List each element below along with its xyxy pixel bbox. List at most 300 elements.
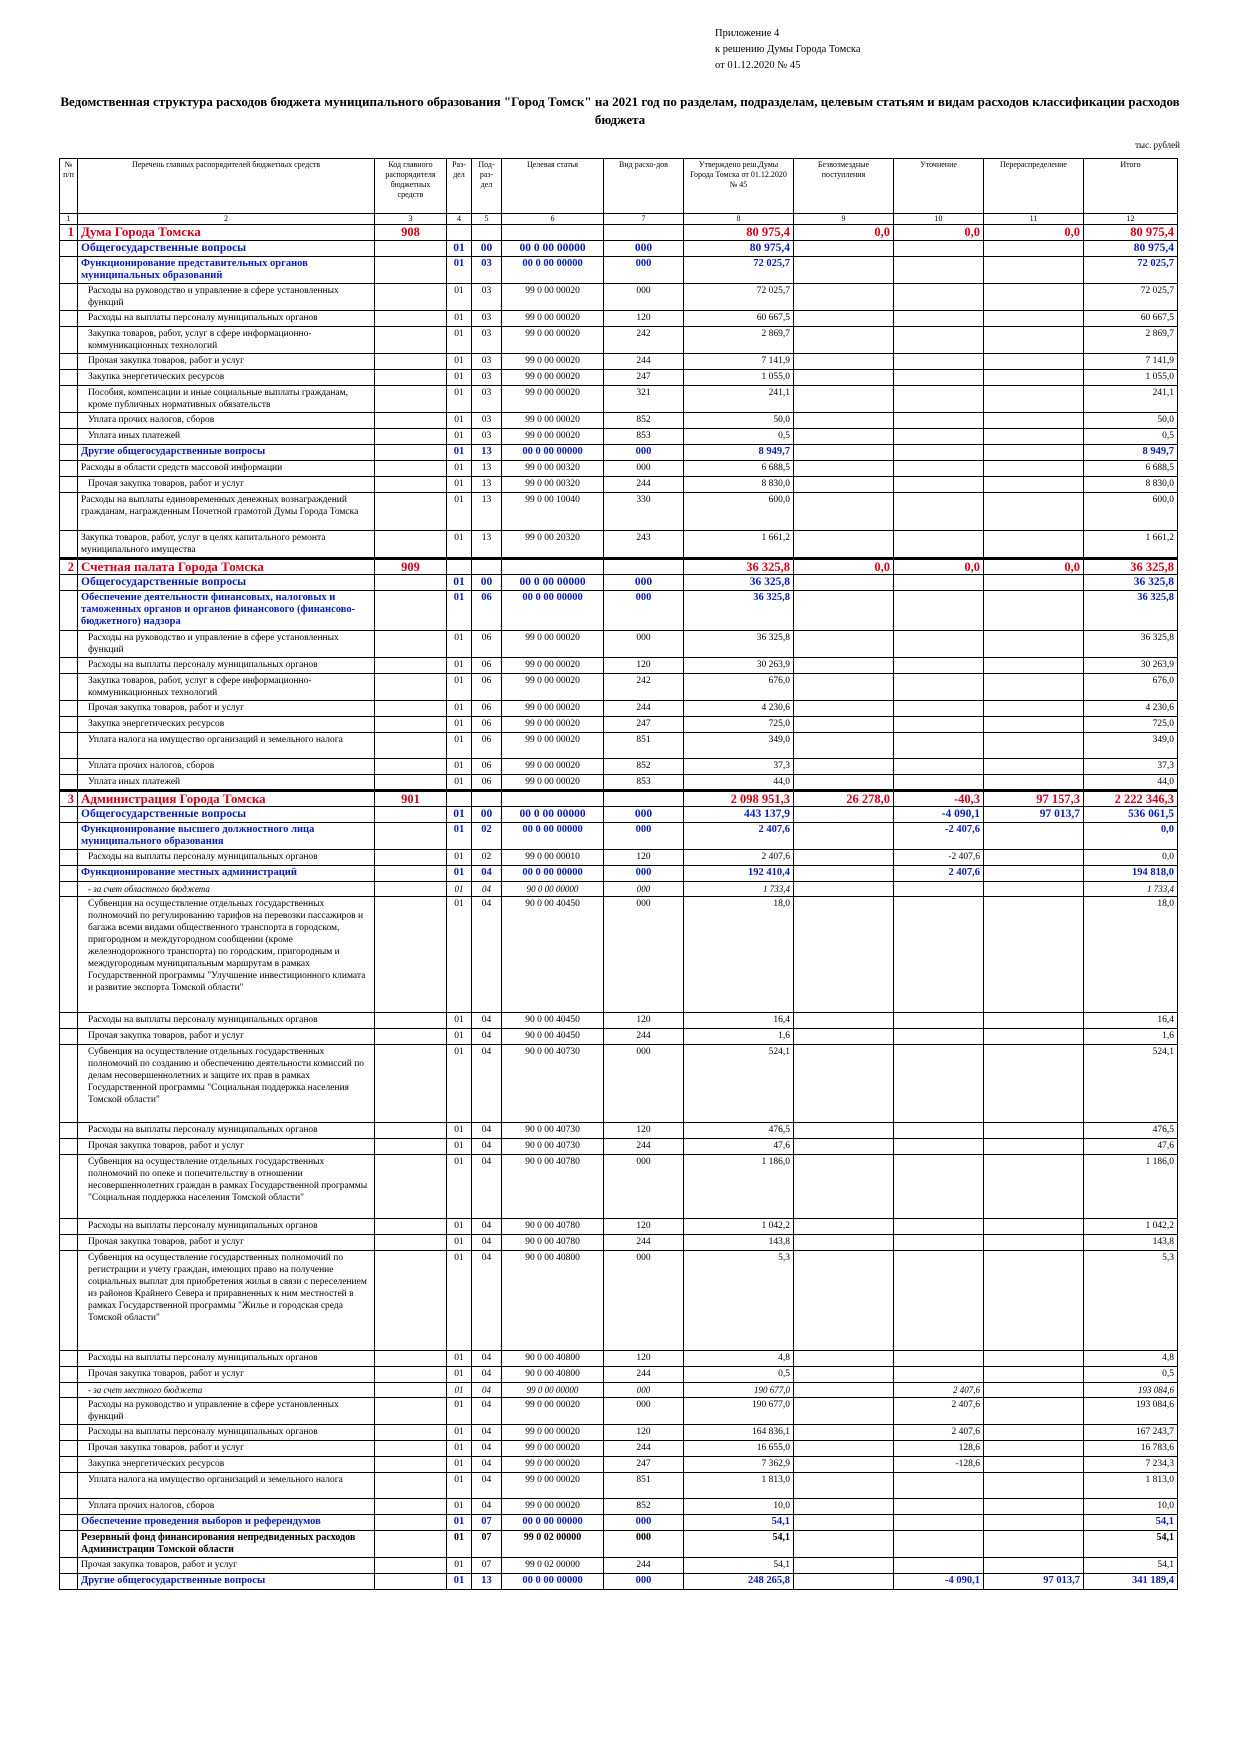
approved-amount: 190 677,0 — [684, 1398, 794, 1425]
grants-amount — [794, 850, 894, 866]
grants-amount — [794, 658, 894, 674]
table-row — [60, 1235, 1178, 1251]
expense-name: Уплата иных платежей — [78, 775, 375, 791]
row-number — [60, 1499, 78, 1515]
refinement-amount — [894, 575, 984, 591]
chief-code — [375, 1398, 447, 1425]
redistribution-amount — [984, 1045, 1084, 1123]
table-header-row — [60, 159, 1178, 214]
total-amount: 241,1 — [1084, 386, 1178, 413]
target-article: 90 0 00 40730 — [502, 1123, 604, 1139]
approved-amount: 7 141,9 — [684, 354, 794, 370]
redistribution-amount — [984, 1251, 1084, 1351]
chief-code — [375, 1251, 447, 1351]
expense-name: Прочая закупка товаров, работ и услуг — [78, 1029, 375, 1045]
approved-amount: 7 362,9 — [684, 1457, 794, 1473]
total-amount: 80 975,4 — [1084, 241, 1178, 257]
table-row — [60, 701, 1178, 717]
expense-type: 244 — [604, 701, 684, 717]
chief-code — [375, 1425, 447, 1441]
expense-type: 000 — [604, 1045, 684, 1123]
expense-name: - за счет местного бюджета — [78, 1383, 375, 1398]
expense-type: 000 — [604, 1531, 684, 1558]
refinement-amount — [894, 1155, 984, 1219]
table-row — [60, 241, 1178, 257]
approved-amount: 5,3 — [684, 1251, 794, 1351]
total-amount: 80 975,4 — [1084, 225, 1178, 241]
table-row — [60, 882, 1178, 897]
approved-amount: 72 025,7 — [684, 257, 794, 284]
subsection-code: 04 — [472, 1473, 502, 1499]
approved-amount: 4,8 — [684, 1351, 794, 1367]
approved-amount: 18,0 — [684, 897, 794, 1013]
row-number — [60, 1558, 78, 1574]
refinement-amount — [894, 591, 984, 631]
target-article: 99 0 00 00020 — [502, 775, 604, 791]
table-row — [60, 1499, 1178, 1515]
expense-type: 852 — [604, 1499, 684, 1515]
redistribution-amount — [984, 733, 1084, 759]
row-number — [60, 1139, 78, 1155]
subsection-code: 03 — [472, 429, 502, 445]
redistribution-amount: 97 013,7 — [984, 1574, 1084, 1590]
chief-code — [375, 882, 447, 897]
expense-type: 852 — [604, 759, 684, 775]
grants-amount — [794, 311, 894, 327]
expense-type: 242 — [604, 674, 684, 701]
expense-type: 851 — [604, 733, 684, 759]
approved-amount: 443 137,9 — [684, 807, 794, 823]
approved-amount: 2 407,6 — [684, 823, 794, 850]
expense-type: 000 — [604, 591, 684, 631]
total-amount: 8 949,7 — [1084, 445, 1178, 461]
redistribution-amount — [984, 477, 1084, 493]
approved-amount: 36 325,8 — [684, 591, 794, 631]
table-body — [60, 225, 1178, 1590]
expense-name: Прочая закупка товаров, работ и услуг — [78, 477, 375, 493]
redistribution-amount — [984, 311, 1084, 327]
grants-amount — [794, 1515, 894, 1531]
approved-amount: 8 830,0 — [684, 477, 794, 493]
row-number — [60, 575, 78, 591]
section-code: 01 — [447, 531, 472, 559]
refinement-amount: 0,0 — [894, 559, 984, 575]
total-amount: 0,0 — [1084, 823, 1178, 850]
column-number: 7 — [604, 214, 684, 225]
redistribution-amount — [984, 1123, 1084, 1139]
section-code: 01 — [447, 327, 472, 354]
grants-amount — [794, 1235, 894, 1251]
grants-amount — [794, 1219, 894, 1235]
grants-amount — [794, 1251, 894, 1351]
table-row — [60, 1425, 1178, 1441]
total-amount: 2 869,7 — [1084, 327, 1178, 354]
section-code: 01 — [447, 445, 472, 461]
subsection-code: 04 — [472, 1123, 502, 1139]
expense-name: Дума Города Томска — [78, 225, 375, 241]
target-article: 99 0 00 00020 — [502, 327, 604, 354]
expense-type: 244 — [604, 354, 684, 370]
expense-type: 247 — [604, 370, 684, 386]
approved-amount: 36 325,8 — [684, 559, 794, 575]
table-row — [60, 759, 1178, 775]
section-code: 01 — [447, 370, 472, 386]
target-article: 00 0 00 00000 — [502, 823, 604, 850]
expense-type: 244 — [604, 1441, 684, 1457]
subsection-code: 04 — [472, 882, 502, 897]
target-article: 99 0 00 00020 — [502, 1499, 604, 1515]
section-code: 01 — [447, 1558, 472, 1574]
header-cell: Под-раз-дел — [472, 159, 502, 214]
refinement-amount — [894, 327, 984, 354]
grants-amount — [794, 1139, 894, 1155]
expense-type: 000 — [604, 882, 684, 897]
total-amount: 2 222 346,3 — [1084, 791, 1178, 807]
expense-name: Закупка энергетических ресурсов — [78, 1457, 375, 1473]
approved-amount: 60 667,5 — [684, 311, 794, 327]
total-amount: 7 141,9 — [1084, 354, 1178, 370]
refinement-amount — [894, 701, 984, 717]
redistribution-amount: 97 157,3 — [984, 791, 1084, 807]
expense-type: 000 — [604, 807, 684, 823]
refinement-amount — [894, 1473, 984, 1499]
table-row — [60, 897, 1178, 1013]
table-row — [60, 674, 1178, 701]
target-article: 99 0 00 00020 — [502, 733, 604, 759]
target-article: 90 0 00 40780 — [502, 1155, 604, 1219]
table-row — [60, 1441, 1178, 1457]
redistribution-amount — [984, 386, 1084, 413]
total-amount: 1 186,0 — [1084, 1155, 1178, 1219]
expense-name: Прочая закупка товаров, работ и услуг — [78, 701, 375, 717]
expense-type: 247 — [604, 717, 684, 733]
grants-amount — [794, 701, 894, 717]
expense-type: 000 — [604, 1251, 684, 1351]
refinement-amount — [894, 775, 984, 791]
section-code: 01 — [447, 1351, 472, 1367]
chief-code — [375, 327, 447, 354]
grants-amount — [794, 717, 894, 733]
subsection-code: 04 — [472, 1457, 502, 1473]
column-number: 11 — [984, 214, 1084, 225]
redistribution-amount — [984, 1367, 1084, 1383]
refinement-amount: -40,3 — [894, 791, 984, 807]
approved-amount: 72 025,7 — [684, 284, 794, 311]
subsection-code: 04 — [472, 1499, 502, 1515]
chief-code — [375, 386, 447, 413]
total-amount: 4 230,6 — [1084, 701, 1178, 717]
target-article: 00 0 00 00000 — [502, 241, 604, 257]
subsection-code: 03 — [472, 386, 502, 413]
total-amount: 7 234,3 — [1084, 1457, 1178, 1473]
target-article: 99 0 00 00020 — [502, 759, 604, 775]
grants-amount — [794, 807, 894, 823]
subsection-code — [472, 225, 502, 241]
expense-name: Закупка товаров, работ, услуг в целях капитального ремонта муниципального имущества — [78, 531, 375, 559]
expense-type: 000 — [604, 284, 684, 311]
chief-code — [375, 701, 447, 717]
expense-type: 000 — [604, 1398, 684, 1425]
row-number — [60, 1155, 78, 1219]
total-amount: 349,0 — [1084, 733, 1178, 759]
approved-amount: 80 975,4 — [684, 241, 794, 257]
total-amount: 193 084,6 — [1084, 1398, 1178, 1425]
grants-amount: 0,0 — [794, 225, 894, 241]
expense-type: 000 — [604, 257, 684, 284]
redistribution-amount — [984, 631, 1084, 658]
expense-name: Уплата прочих налогов, сборов — [78, 759, 375, 775]
row-number — [60, 311, 78, 327]
column-number: 12 — [1084, 214, 1178, 225]
grants-amount — [794, 413, 894, 429]
section-code: 01 — [447, 882, 472, 897]
grants-amount — [794, 1123, 894, 1139]
expense-type: 852 — [604, 413, 684, 429]
chief-code — [375, 1139, 447, 1155]
expense-type: 000 — [604, 1155, 684, 1219]
expense-type: 000 — [604, 461, 684, 477]
total-amount: 6 688,5 — [1084, 461, 1178, 477]
refinement-amount — [894, 386, 984, 413]
expense-name: Пособия, компенсации и иные социальные выплаты гражданам, кроме публичных нормативных обязательств — [78, 386, 375, 413]
chief-code — [375, 1515, 447, 1531]
refinement-amount — [894, 1515, 984, 1531]
expense-name: Расходы на выплаты персоналу муниципальных органов — [78, 1219, 375, 1235]
refinement-amount — [894, 759, 984, 775]
section-code: 01 — [447, 850, 472, 866]
subsection-code: 07 — [472, 1558, 502, 1574]
chief-code — [375, 823, 447, 850]
refinement-amount: -2 407,6 — [894, 850, 984, 866]
refinement-amount — [894, 1351, 984, 1367]
refinement-amount — [894, 241, 984, 257]
total-amount: 30 263,9 — [1084, 658, 1178, 674]
approved-amount: 676,0 — [684, 674, 794, 701]
redistribution-amount — [984, 241, 1084, 257]
refinement-amount — [894, 1499, 984, 1515]
table-row — [60, 1457, 1178, 1473]
section-code: 01 — [447, 807, 472, 823]
approved-amount: 16,4 — [684, 1013, 794, 1029]
refinement-amount: -4 090,1 — [894, 1574, 984, 1590]
refinement-amount — [894, 311, 984, 327]
expense-name: Обеспечение деятельности финансовых, налоговых и таможенных органов и органов финансового (финансово-бюджетного) надзора — [78, 591, 375, 631]
section-code: 01 — [447, 1473, 472, 1499]
chief-code — [375, 1531, 447, 1558]
grants-amount — [794, 1574, 894, 1590]
subsection-code: 04 — [472, 1139, 502, 1155]
refinement-amount — [894, 461, 984, 477]
target-article: 99 0 00 00020 — [502, 429, 604, 445]
redistribution-amount — [984, 1398, 1084, 1425]
table-row — [60, 1139, 1178, 1155]
table-row — [60, 1574, 1178, 1590]
section-code: 01 — [447, 311, 472, 327]
column-number-row — [60, 214, 1178, 225]
approved-amount: 2 098 951,3 — [684, 791, 794, 807]
total-amount: 36 325,8 — [1084, 591, 1178, 631]
expense-type: 244 — [604, 1235, 684, 1251]
row-number — [60, 413, 78, 429]
expense-type: 120 — [604, 1425, 684, 1441]
redistribution-amount: 97 013,7 — [984, 807, 1084, 823]
table-row — [60, 1013, 1178, 1029]
expense-type: 244 — [604, 477, 684, 493]
target-article: 00 0 00 00000 — [502, 591, 604, 631]
expense-type: 244 — [604, 1139, 684, 1155]
grants-amount — [794, 733, 894, 759]
expense-name: Общегосударственные вопросы — [78, 807, 375, 823]
chief-code — [375, 733, 447, 759]
approved-amount: 143,8 — [684, 1235, 794, 1251]
target-article: 90 0 00 40780 — [502, 1235, 604, 1251]
row-number — [60, 1425, 78, 1441]
subsection-code: 06 — [472, 674, 502, 701]
expense-name: Общегосударственные вопросы — [78, 575, 375, 591]
row-number — [60, 1351, 78, 1367]
expense-name: Расходы на выплаты персоналу муниципальных органов — [78, 311, 375, 327]
expense-type: 851 — [604, 1473, 684, 1499]
redistribution-amount: 0,0 — [984, 559, 1084, 575]
table-row — [60, 370, 1178, 386]
row-number — [60, 1251, 78, 1351]
row-number — [60, 1398, 78, 1425]
target-article: 00 0 00 00000 — [502, 866, 604, 882]
subsection-code: 04 — [472, 866, 502, 882]
expense-type: 120 — [604, 1351, 684, 1367]
refinement-amount — [894, 370, 984, 386]
target-article: 99 0 00 00320 — [502, 461, 604, 477]
refinement-amount — [894, 882, 984, 897]
row-number — [60, 674, 78, 701]
subsection-code: 04 — [472, 1441, 502, 1457]
row-number — [60, 1219, 78, 1235]
total-amount: 0,5 — [1084, 1367, 1178, 1383]
chief-code — [375, 1441, 447, 1457]
table-row — [60, 1251, 1178, 1351]
redistribution-amount — [984, 1219, 1084, 1235]
expense-name: Функционирование местных администраций — [78, 866, 375, 882]
header-cell: Безвозмездные поступления — [794, 159, 894, 214]
redistribution-amount — [984, 866, 1084, 882]
chief-code — [375, 591, 447, 631]
approved-amount: 30 263,9 — [684, 658, 794, 674]
total-amount: 725,0 — [1084, 717, 1178, 733]
target-article: 99 0 00 00020 — [502, 1441, 604, 1457]
target-article: 90 0 00 40800 — [502, 1351, 604, 1367]
table-row — [60, 807, 1178, 823]
units-label: тыс. рублей — [1135, 140, 1180, 150]
approved-amount: 16 655,0 — [684, 1441, 794, 1457]
redistribution-amount — [984, 1457, 1084, 1473]
target-article: 99 0 00 00020 — [502, 1398, 604, 1425]
redistribution-amount — [984, 775, 1084, 791]
grants-amount — [794, 1383, 894, 1398]
chief-code — [375, 1029, 447, 1045]
total-amount: 16 783,6 — [1084, 1441, 1178, 1457]
target-article: 99 0 00 00020 — [502, 1473, 604, 1499]
refinement-amount — [894, 477, 984, 493]
target-article: 90 0 00 40800 — [502, 1251, 604, 1351]
subsection-code: 04 — [472, 1383, 502, 1398]
target-article — [502, 559, 604, 575]
refinement-amount — [894, 493, 984, 531]
expense-name: Расходы на выплаты персоналу муниципальных органов — [78, 1013, 375, 1029]
redistribution-amount — [984, 1155, 1084, 1219]
subsection-code: 00 — [472, 807, 502, 823]
grants-amount — [794, 531, 894, 559]
table-row — [60, 429, 1178, 445]
section-code: 01 — [447, 1251, 472, 1351]
attachment-line: Приложение 4 — [715, 28, 780, 39]
column-number: 10 — [894, 214, 984, 225]
expense-name: Расходы в области средств массовой информации — [78, 461, 375, 477]
approved-amount: 524,1 — [684, 1045, 794, 1123]
section-code: 01 — [447, 1029, 472, 1045]
redistribution-amount — [984, 575, 1084, 591]
row-number — [60, 897, 78, 1013]
subsection-code: 00 — [472, 241, 502, 257]
row-number — [60, 717, 78, 733]
chief-code — [375, 413, 447, 429]
section-code: 01 — [447, 575, 472, 591]
attachment-line: к решению Думы Города Томска — [715, 44, 861, 55]
target-article: 99 0 00 00020 — [502, 386, 604, 413]
section-code: 01 — [447, 1383, 472, 1398]
target-article: 99 0 00 00020 — [502, 1425, 604, 1441]
grants-amount — [794, 1499, 894, 1515]
section-code: 01 — [447, 1155, 472, 1219]
target-article: 99 0 00 00020 — [502, 674, 604, 701]
subsection-code: 02 — [472, 823, 502, 850]
refinement-amount — [894, 445, 984, 461]
target-article: 99 0 00 00020 — [502, 354, 604, 370]
row-number — [60, 477, 78, 493]
redistribution-amount — [984, 701, 1084, 717]
table-row — [60, 257, 1178, 284]
approved-amount: 54,1 — [684, 1531, 794, 1558]
column-number: 2 — [78, 214, 375, 225]
grants-amount — [794, 386, 894, 413]
redistribution-amount — [984, 717, 1084, 733]
chief-code — [375, 477, 447, 493]
approved-amount: 248 265,8 — [684, 1574, 794, 1590]
redistribution-amount — [984, 1383, 1084, 1398]
grants-amount — [794, 1029, 894, 1045]
chief-code — [375, 897, 447, 1013]
subsection-code: 04 — [472, 1029, 502, 1045]
approved-amount: 44,0 — [684, 775, 794, 791]
total-amount: 1 661,2 — [1084, 531, 1178, 559]
row-number — [60, 807, 78, 823]
grants-amount — [794, 575, 894, 591]
refinement-amount — [894, 631, 984, 658]
subsection-code: 06 — [472, 591, 502, 631]
expense-name: Уплата прочих налогов, сборов — [78, 413, 375, 429]
expense-type: 330 — [604, 493, 684, 531]
target-article: 90 0 00 40450 — [502, 1029, 604, 1045]
header-cell: Итого — [1084, 159, 1178, 214]
expense-name: Субвенция на осуществление отдельных государственных полномочий по регулированию тарифов на перевозки пассажиров и багажа всеми видами общественного транспорта в городском, пригородном и междугородном сообщении (кроме железнодорожного транспорта) по городским, пригородным и междугородным муниципальным маршрутам в рамках Государственной программы "Улучшение инвестиционного климата и развитие экспорта Томской области" — [78, 897, 375, 1013]
redistribution-amount — [984, 1425, 1084, 1441]
table-row — [60, 823, 1178, 850]
total-amount: 8 830,0 — [1084, 477, 1178, 493]
grants-amount — [794, 429, 894, 445]
section-code: 01 — [447, 1139, 472, 1155]
subsection-code: 03 — [472, 413, 502, 429]
budget-table — [59, 158, 1178, 1590]
row-number — [60, 327, 78, 354]
